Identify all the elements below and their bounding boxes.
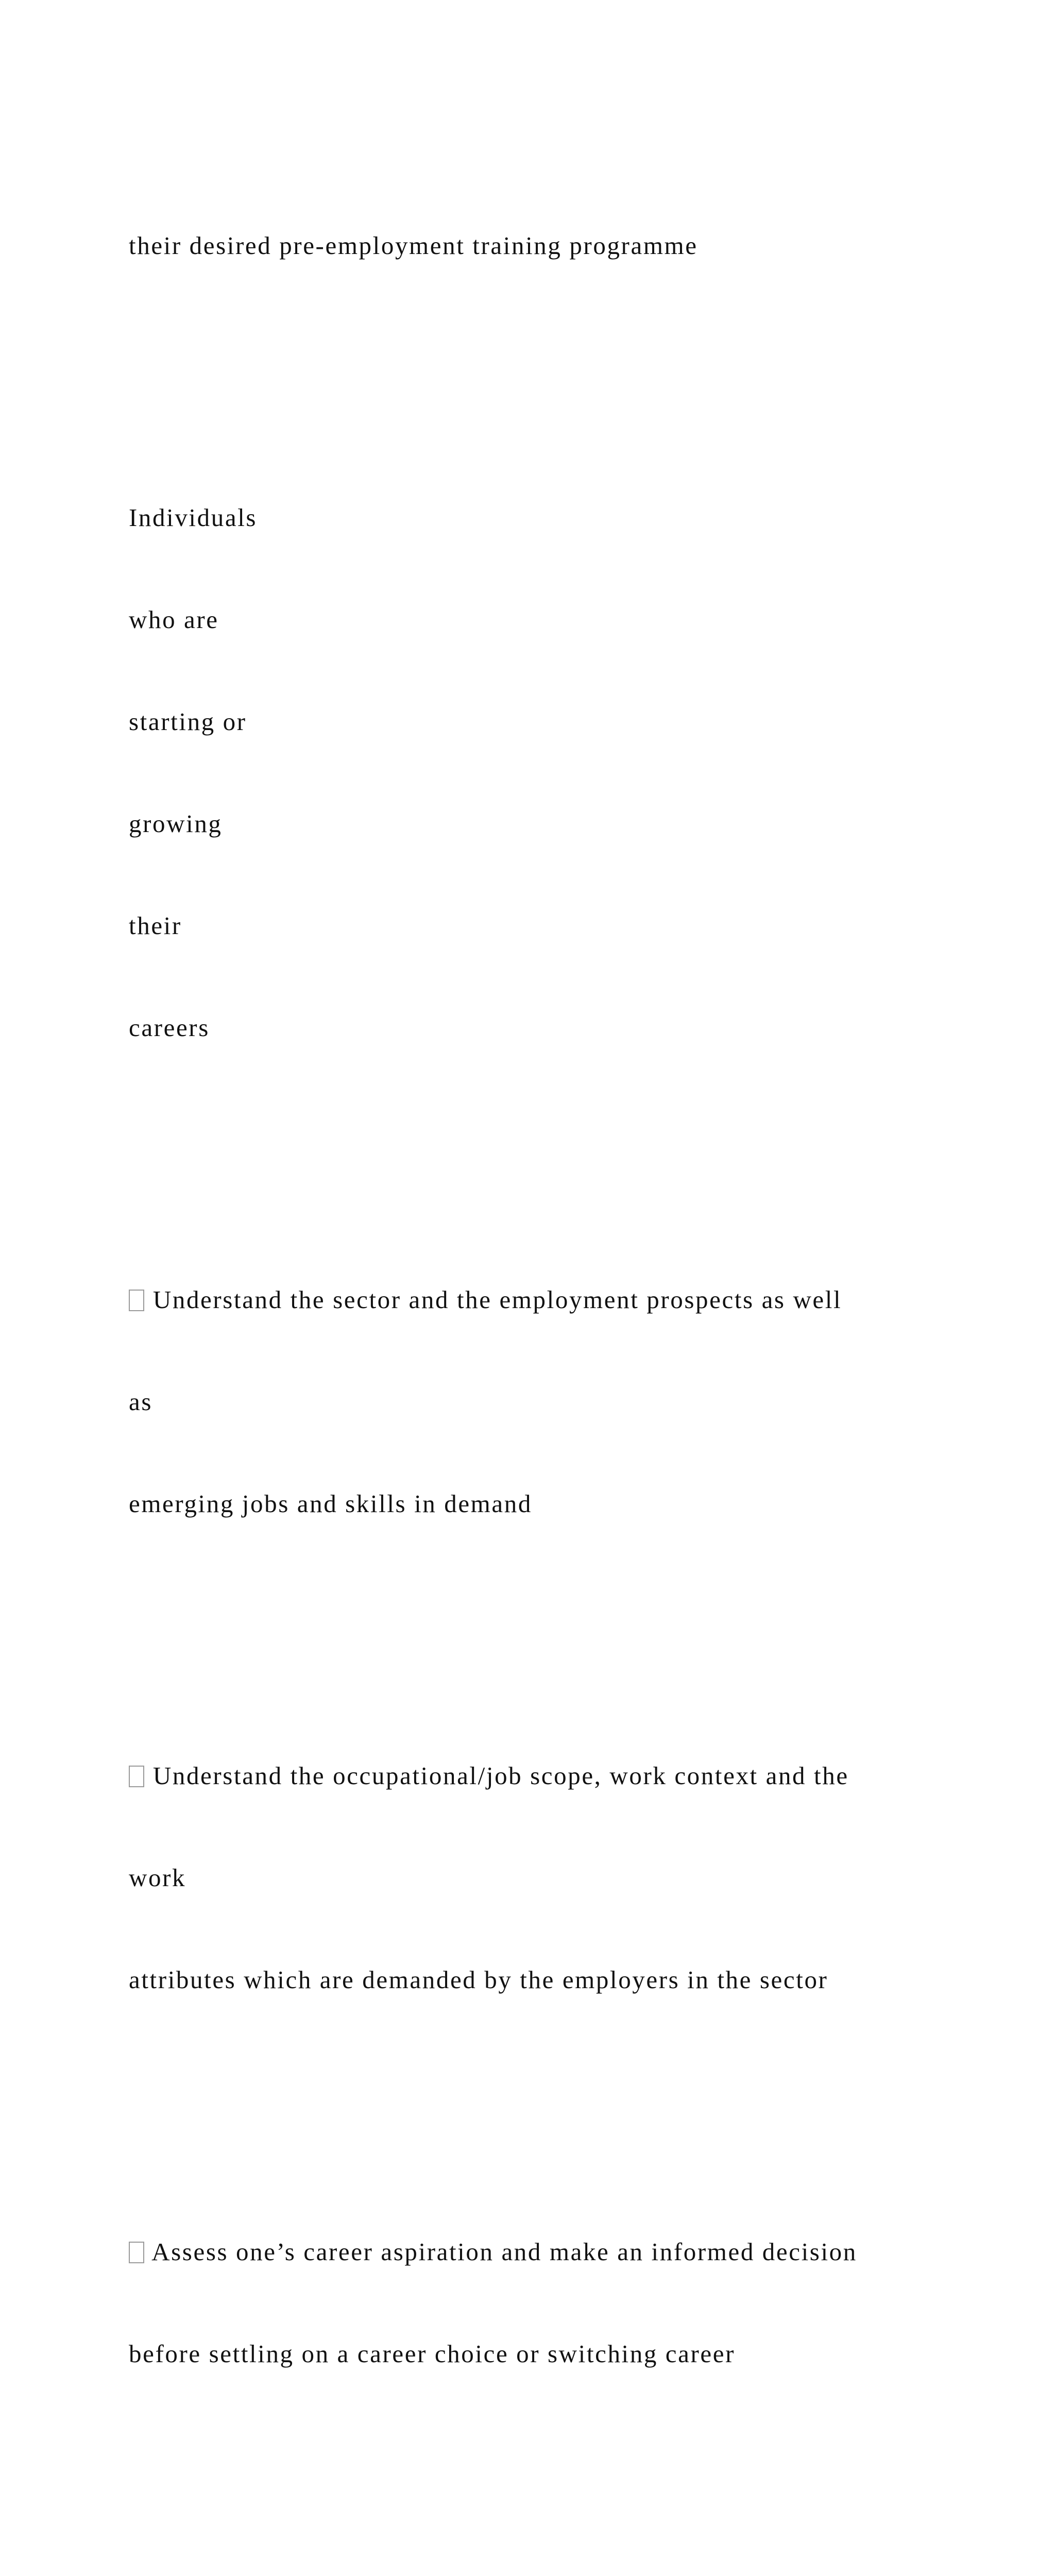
bullet-text-continuation: as [129, 1387, 153, 1416]
bullet-text: Assess one’s career aspiration and make an informed decision [151, 2238, 857, 2266]
bullet-text-continuation: work [129, 1863, 186, 1892]
bullet-box-icon [129, 1766, 144, 1787]
document-body [129, 127, 1005, 2576]
bullet-box-icon [129, 1290, 144, 1311]
bullet-item [129, 1283, 1005, 1317]
individuals-label-line: starting or [129, 707, 247, 736]
bullet-item [129, 2235, 1005, 2269]
bullet-text: Understand the sector and the employment prospects as well [152, 1285, 842, 1314]
bullet-text-continuation: attributes which are demanded by the employers in the sector [129, 1965, 828, 1994]
individuals-label-line: careers [129, 1013, 210, 1042]
individuals-label-line: their [129, 911, 182, 940]
bullet-text: Understand the occupational/job scope, work context and the [152, 1761, 849, 1790]
individuals-label-line: who are [129, 605, 219, 634]
bullet-text-continuation: emerging jobs and skills in demand [129, 1489, 532, 1518]
bullet-box-icon [129, 2242, 144, 2263]
intro-line: their desired pre-employment training programme [129, 231, 698, 260]
individuals-label-line: Individuals [129, 503, 258, 532]
bullet-text-continuation: before settling on a career choice or switching career [129, 2340, 736, 2368]
bullet-item [129, 1759, 1005, 1793]
individuals-label-line: growing [129, 809, 223, 838]
